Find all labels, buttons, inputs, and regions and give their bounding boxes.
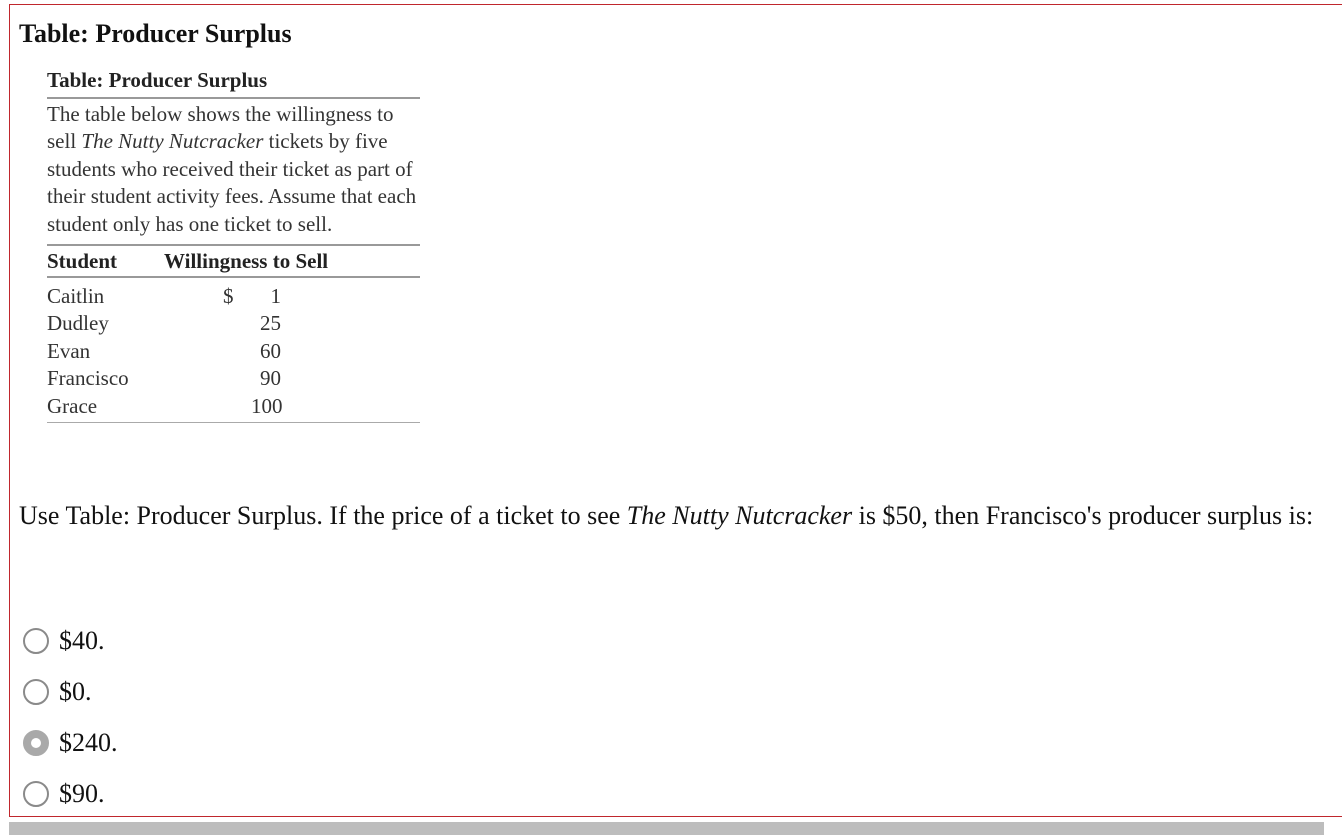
value-number: 90 xyxy=(260,366,281,390)
question-prompt xyxy=(19,493,1342,539)
figure-desc-italic: The Nutty Nutcracker xyxy=(81,129,264,153)
willingness-value xyxy=(164,310,420,338)
value-number: 1 xyxy=(270,283,281,308)
column-header-willingness: Willingness to Sell xyxy=(164,245,420,277)
student-name: Caitlin xyxy=(47,283,105,308)
table-row xyxy=(47,310,420,338)
answer-option-4[interactable] xyxy=(19,768,118,819)
answer-option-3[interactable] xyxy=(19,717,118,768)
prompt-part2: is $50, then Francisco's producer surplus is: xyxy=(852,501,1314,530)
figure-desc-part2: tickets by five students who received their ticket as part of their student activity fees. Assume that each student only has one ticket to sell. xyxy=(47,129,417,236)
value-number: 60 xyxy=(260,338,281,363)
value-number: 25 xyxy=(260,311,281,335)
answer-option-1[interactable] xyxy=(19,615,118,666)
answer-option-2[interactable] xyxy=(19,666,118,717)
option-label[interactable]: $90. xyxy=(59,778,105,808)
student-name: Evan xyxy=(47,338,91,363)
prompt-italic: The Nutty Nutcracker xyxy=(626,501,853,530)
radio-dot xyxy=(31,738,41,748)
value-number: 100 xyxy=(251,393,283,418)
student-name: Dudley xyxy=(47,311,109,335)
answer-options xyxy=(19,615,118,819)
figure-description xyxy=(47,99,420,245)
radio-button[interactable] xyxy=(23,628,49,654)
radio-button[interactable] xyxy=(23,781,49,807)
question-title: Table: Producer Surplus xyxy=(19,19,292,48)
willingness-value xyxy=(164,277,420,311)
student-name: Grace xyxy=(47,393,164,423)
willingness-value xyxy=(164,365,420,393)
radio-button[interactable] xyxy=(23,679,49,705)
option-label[interactable]: $240. xyxy=(59,727,118,757)
table-row xyxy=(47,277,420,311)
question-frame xyxy=(9,4,1342,817)
prompt-part1: Use Table: Producer Surplus. If the price of a ticket to see xyxy=(19,501,627,530)
student-name: Francisco xyxy=(47,366,129,390)
option-label[interactable]: $40. xyxy=(59,625,105,655)
willingness-table xyxy=(47,244,420,423)
willingness-value xyxy=(164,393,420,423)
figure-title: Table: Producer Surplus xyxy=(47,67,420,99)
column-header-student: Student xyxy=(47,245,164,277)
willingness-value xyxy=(164,338,420,366)
table-row xyxy=(47,338,420,366)
table-row xyxy=(47,365,420,393)
figure-desc-part1: The table below shows the willingness to sell xyxy=(47,101,394,153)
radio-button-selected[interactable] xyxy=(23,730,49,756)
horizontal-scrollbar[interactable] xyxy=(9,822,1324,835)
producer-surplus-figure xyxy=(47,67,420,423)
table-row xyxy=(47,393,420,423)
option-label[interactable]: $0. xyxy=(59,676,92,706)
currency-symbol: $ xyxy=(223,283,234,308)
